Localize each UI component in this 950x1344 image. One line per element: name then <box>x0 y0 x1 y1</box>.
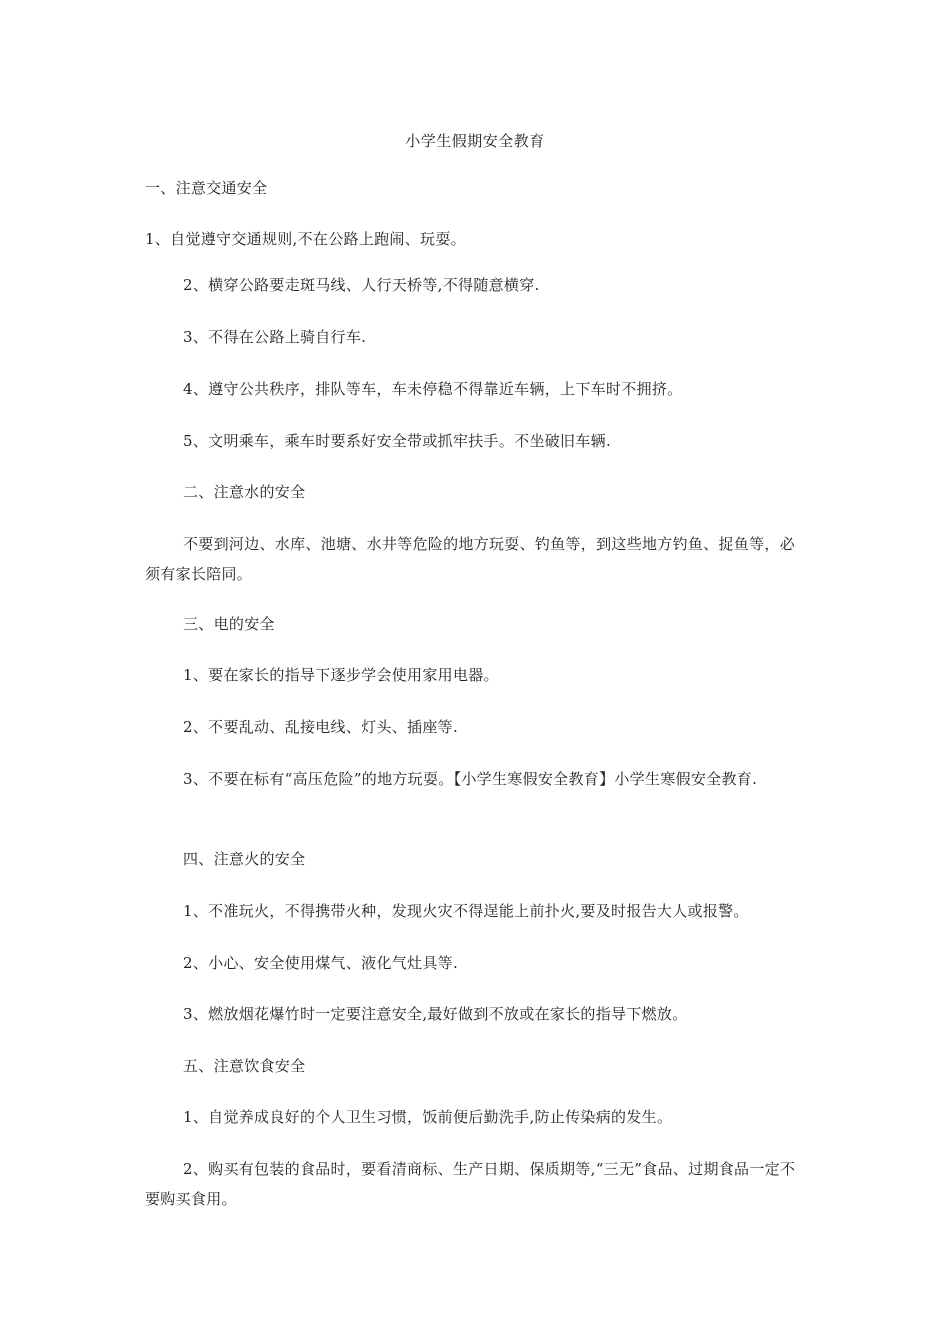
section-heading-electric: 三、电的安全 <box>183 615 275 633</box>
paragraph-traffic-5: 5、文明乘车，乘车时要系好安全带或抓牢扶手。不坐破旧车辆. <box>183 432 612 450</box>
paragraph-water: 不要到河边、水库、池塘、水井等危险的地方玩耍、钓鱼等，到这些地方钓鱼、捉鱼等，必须有家长陪同。 <box>145 535 796 583</box>
section-heading-food: 五、注意饮食安全 <box>183 1057 306 1075</box>
section-heading-traffic: 一、注意交通安全 <box>145 179 268 197</box>
document-title: 小学生假期安全教育 <box>405 132 545 150</box>
paragraph-electric-3: 3、不要在标有“高压危险”的地方玩耍。【小学生寒假安全教育】小学生寒假安全教育. <box>183 770 758 788</box>
paragraph-food-1: 1、自觉养成良好的个人卫生习惯，饭前便后勤洗手,防止传染病的发生。 <box>183 1108 673 1126</box>
section-heading-water: 二、注意水的安全 <box>183 483 306 501</box>
section-heading-fire: 四、注意火的安全 <box>183 850 306 868</box>
paragraph-electric-2: 2、不要乱动、乱接电线、灯头、插座等. <box>183 718 459 736</box>
paragraph-fire-2: 2、小心、安全使用煤气、液化气灶具等. <box>183 954 459 972</box>
paragraph-traffic-4: 4、遵守公共秩序，排队等车，车未停稳不得靠近车辆，上下车时不拥挤。 <box>183 380 683 398</box>
paragraph-fire-1: 1、不准玩火，不得携带火种，发现火灾不得逞能上前扑火,要及时报告大人或报警。 <box>183 902 749 920</box>
paragraph-traffic-1: 1、自觉遵守交通规则,不在公路上跑闹、玩耍。 <box>145 230 466 248</box>
paragraph-traffic-2: 2、横穿公路要走斑马线、人行天桥等,不得随意横穿. <box>183 276 540 294</box>
paragraph-fire-3: 3、燃放烟花爆竹时一定要注意安全,最好做到不放或在家长的指导下燃放。 <box>183 1005 688 1023</box>
paragraph-traffic-3: 3、不得在公路上骑自行车. <box>183 328 367 346</box>
paragraph-food-2: 2、购买有包装的食品时，要看清商标、生产日期、保质期等,“三无”食品、过期食品一定不要购买食用。 <box>145 1160 796 1208</box>
paragraph-electric-1: 1、要在家长的指导下逐步学会使用家用电器。 <box>183 666 499 684</box>
